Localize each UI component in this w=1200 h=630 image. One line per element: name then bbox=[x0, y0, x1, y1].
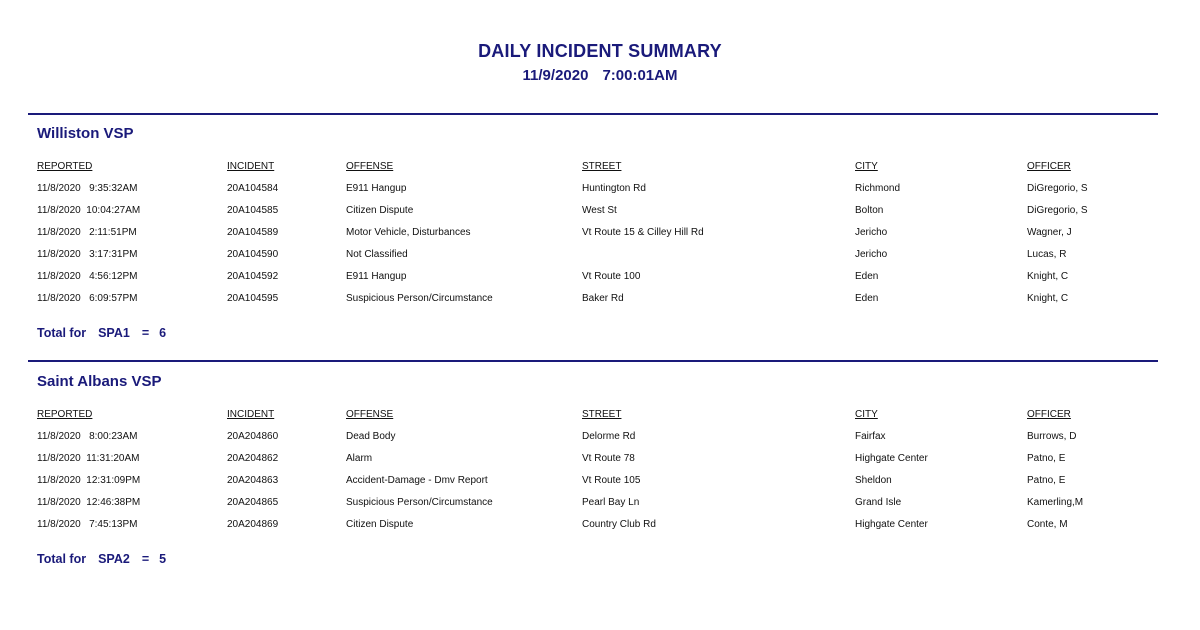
column-header-street: STREET bbox=[582, 161, 622, 172]
table-cell-street: Baker Rd bbox=[582, 293, 624, 304]
column-header-incident: INCIDENT bbox=[227, 161, 275, 172]
table-cell-reported: 11/8/2020 4:56:12PM bbox=[37, 271, 138, 282]
table-cell-city: Eden bbox=[855, 271, 879, 282]
table-cell-offense: E911 Hangup bbox=[346, 271, 407, 282]
table-cell-city: Jericho bbox=[855, 227, 888, 238]
table-cell-street: West St bbox=[582, 205, 617, 216]
table-cell-incident: 20A104589 bbox=[227, 227, 279, 238]
table-cell-offense: E911 Hangup bbox=[346, 183, 407, 194]
column-header-officer: OFFICER bbox=[1027, 409, 1071, 420]
table-cell-reported: 11/8/2020 12:46:38PM bbox=[37, 497, 141, 508]
column-header-reported: REPORTED bbox=[37, 409, 93, 420]
table-cell-officer: DiGregorio, S bbox=[1027, 183, 1088, 194]
table-cell-incident: 20A104595 bbox=[227, 293, 279, 304]
total-count: 5 bbox=[159, 552, 167, 566]
table-cell-offense: Suspicious Person/Circumstance bbox=[346, 497, 493, 508]
table-cell-officer: Knight, C bbox=[1027, 271, 1069, 282]
table-cell-city: Eden bbox=[855, 293, 879, 304]
table-cell-officer: Knight, C bbox=[1027, 293, 1069, 304]
table-cell-reported: 11/8/2020 12:31:09PM bbox=[37, 475, 141, 486]
table-cell-officer: Kamerling,M bbox=[1027, 497, 1084, 508]
table-cell-street: Vt Route 15 & Cilley Hill Rd bbox=[582, 227, 704, 238]
table-cell-offense: Citizen Dispute bbox=[346, 519, 414, 530]
table-cell-officer: Patno, E bbox=[1027, 475, 1066, 486]
total-count: 6 bbox=[159, 326, 167, 340]
table-cell-offense: Suspicious Person/Circumstance bbox=[346, 293, 493, 304]
section-total bbox=[37, 552, 166, 566]
table-cell-offense: Citizen Dispute bbox=[346, 205, 414, 216]
table-cell-offense: Accident-Damage - Dmv Report bbox=[346, 475, 488, 486]
table-cell-officer: Lucas, R bbox=[1027, 249, 1067, 260]
total-label: Total for bbox=[37, 326, 87, 340]
total-code: SPA1 bbox=[98, 326, 130, 340]
table-cell-reported: 11/8/2020 3:17:31PM bbox=[37, 249, 138, 260]
column-header-city: CITY bbox=[855, 161, 878, 172]
table-cell-reported: 11/8/2020 2:11:51PM bbox=[37, 227, 137, 238]
table-cell-reported: 11/8/2020 10:04:27AM bbox=[37, 205, 141, 216]
column-header-offense: OFFENSE bbox=[346, 409, 394, 420]
table-cell-incident: 20A204865 bbox=[227, 497, 279, 508]
section-title: Saint Albans VSP bbox=[37, 373, 162, 390]
table-cell-incident: 20A104585 bbox=[227, 205, 279, 216]
table-cell-offense: Dead Body bbox=[346, 431, 396, 442]
table-cell-incident: 20A204863 bbox=[227, 475, 279, 486]
section-divider bbox=[28, 113, 1158, 115]
column-header-offense: OFFENSE bbox=[346, 161, 394, 172]
table-cell-offense: Alarm bbox=[346, 453, 373, 464]
table-cell-street: Delorme Rd bbox=[582, 431, 636, 442]
section-total bbox=[37, 326, 166, 340]
table-cell-street: Vt Route 105 bbox=[582, 475, 641, 486]
table-cell-incident: 20A204862 bbox=[227, 453, 279, 464]
table-cell-street: Pearl Bay Ln bbox=[582, 497, 640, 508]
column-header-reported: REPORTED bbox=[37, 161, 93, 172]
table-cell-incident: 20A104590 bbox=[227, 249, 279, 260]
table-cell-city: Highgate Center bbox=[855, 519, 928, 530]
table-cell-city: Fairfax bbox=[855, 431, 886, 442]
table-cell-incident: 20A104592 bbox=[227, 271, 279, 282]
column-header-officer: OFFICER bbox=[1027, 161, 1071, 172]
report-time: 7:00:01AM bbox=[602, 67, 678, 84]
table-cell-offense: Not Classified bbox=[346, 249, 408, 260]
table-cell-officer: Burrows, D bbox=[1027, 431, 1077, 442]
table-cell-city: Grand Isle bbox=[855, 497, 902, 508]
table-cell-reported: 11/8/2020 8:00:23AM bbox=[37, 431, 138, 442]
table-cell-incident: 20A204869 bbox=[227, 519, 279, 530]
table-cell-officer: Conte, M bbox=[1027, 519, 1068, 530]
table-cell-city: Bolton bbox=[855, 205, 884, 216]
table-cell-city: Jericho bbox=[855, 249, 888, 260]
report-title: DAILY INCIDENT SUMMARY bbox=[478, 41, 722, 61]
table-cell-reported: 11/8/2020 7:45:13PM bbox=[37, 519, 138, 530]
table-cell-reported: 11/8/2020 11:31:20AM bbox=[37, 453, 140, 464]
table-cell-incident: 20A104584 bbox=[227, 183, 279, 194]
table-cell-street: Huntington Rd bbox=[582, 183, 646, 194]
report-datetime bbox=[0, 67, 1200, 84]
column-header-city: CITY bbox=[855, 409, 878, 420]
table-cell-street: Vt Route 78 bbox=[582, 453, 635, 464]
table-cell-city: Richmond bbox=[855, 183, 901, 194]
table-cell-officer: Patno, E bbox=[1027, 453, 1066, 464]
report-date: 11/9/2020 bbox=[522, 67, 589, 84]
section-divider bbox=[28, 360, 1158, 362]
total-equals: = bbox=[141, 552, 150, 566]
table-cell-officer: DiGregorio, S bbox=[1027, 205, 1088, 216]
table-cell-reported: 11/8/2020 9:35:32AM bbox=[37, 183, 138, 194]
table-cell-city: Highgate Center bbox=[855, 453, 928, 464]
total-equals: = bbox=[141, 326, 150, 340]
column-header-street: STREET bbox=[582, 409, 622, 420]
table-cell-reported: 11/8/2020 6:09:57PM bbox=[37, 293, 138, 304]
section-title: Williston VSP bbox=[37, 125, 134, 142]
table-cell-offense: Motor Vehicle, Disturbances bbox=[346, 227, 471, 238]
column-header-incident: INCIDENT bbox=[227, 409, 275, 420]
table-cell-officer: Wagner, J bbox=[1027, 227, 1072, 238]
table-cell-incident: 20A204860 bbox=[227, 431, 279, 442]
table-cell-street: Country Club Rd bbox=[582, 519, 656, 530]
total-code: SPA2 bbox=[98, 552, 130, 566]
total-label: Total for bbox=[37, 552, 87, 566]
table-cell-street: Vt Route 100 bbox=[582, 271, 641, 282]
table-cell-city: Sheldon bbox=[855, 475, 892, 486]
